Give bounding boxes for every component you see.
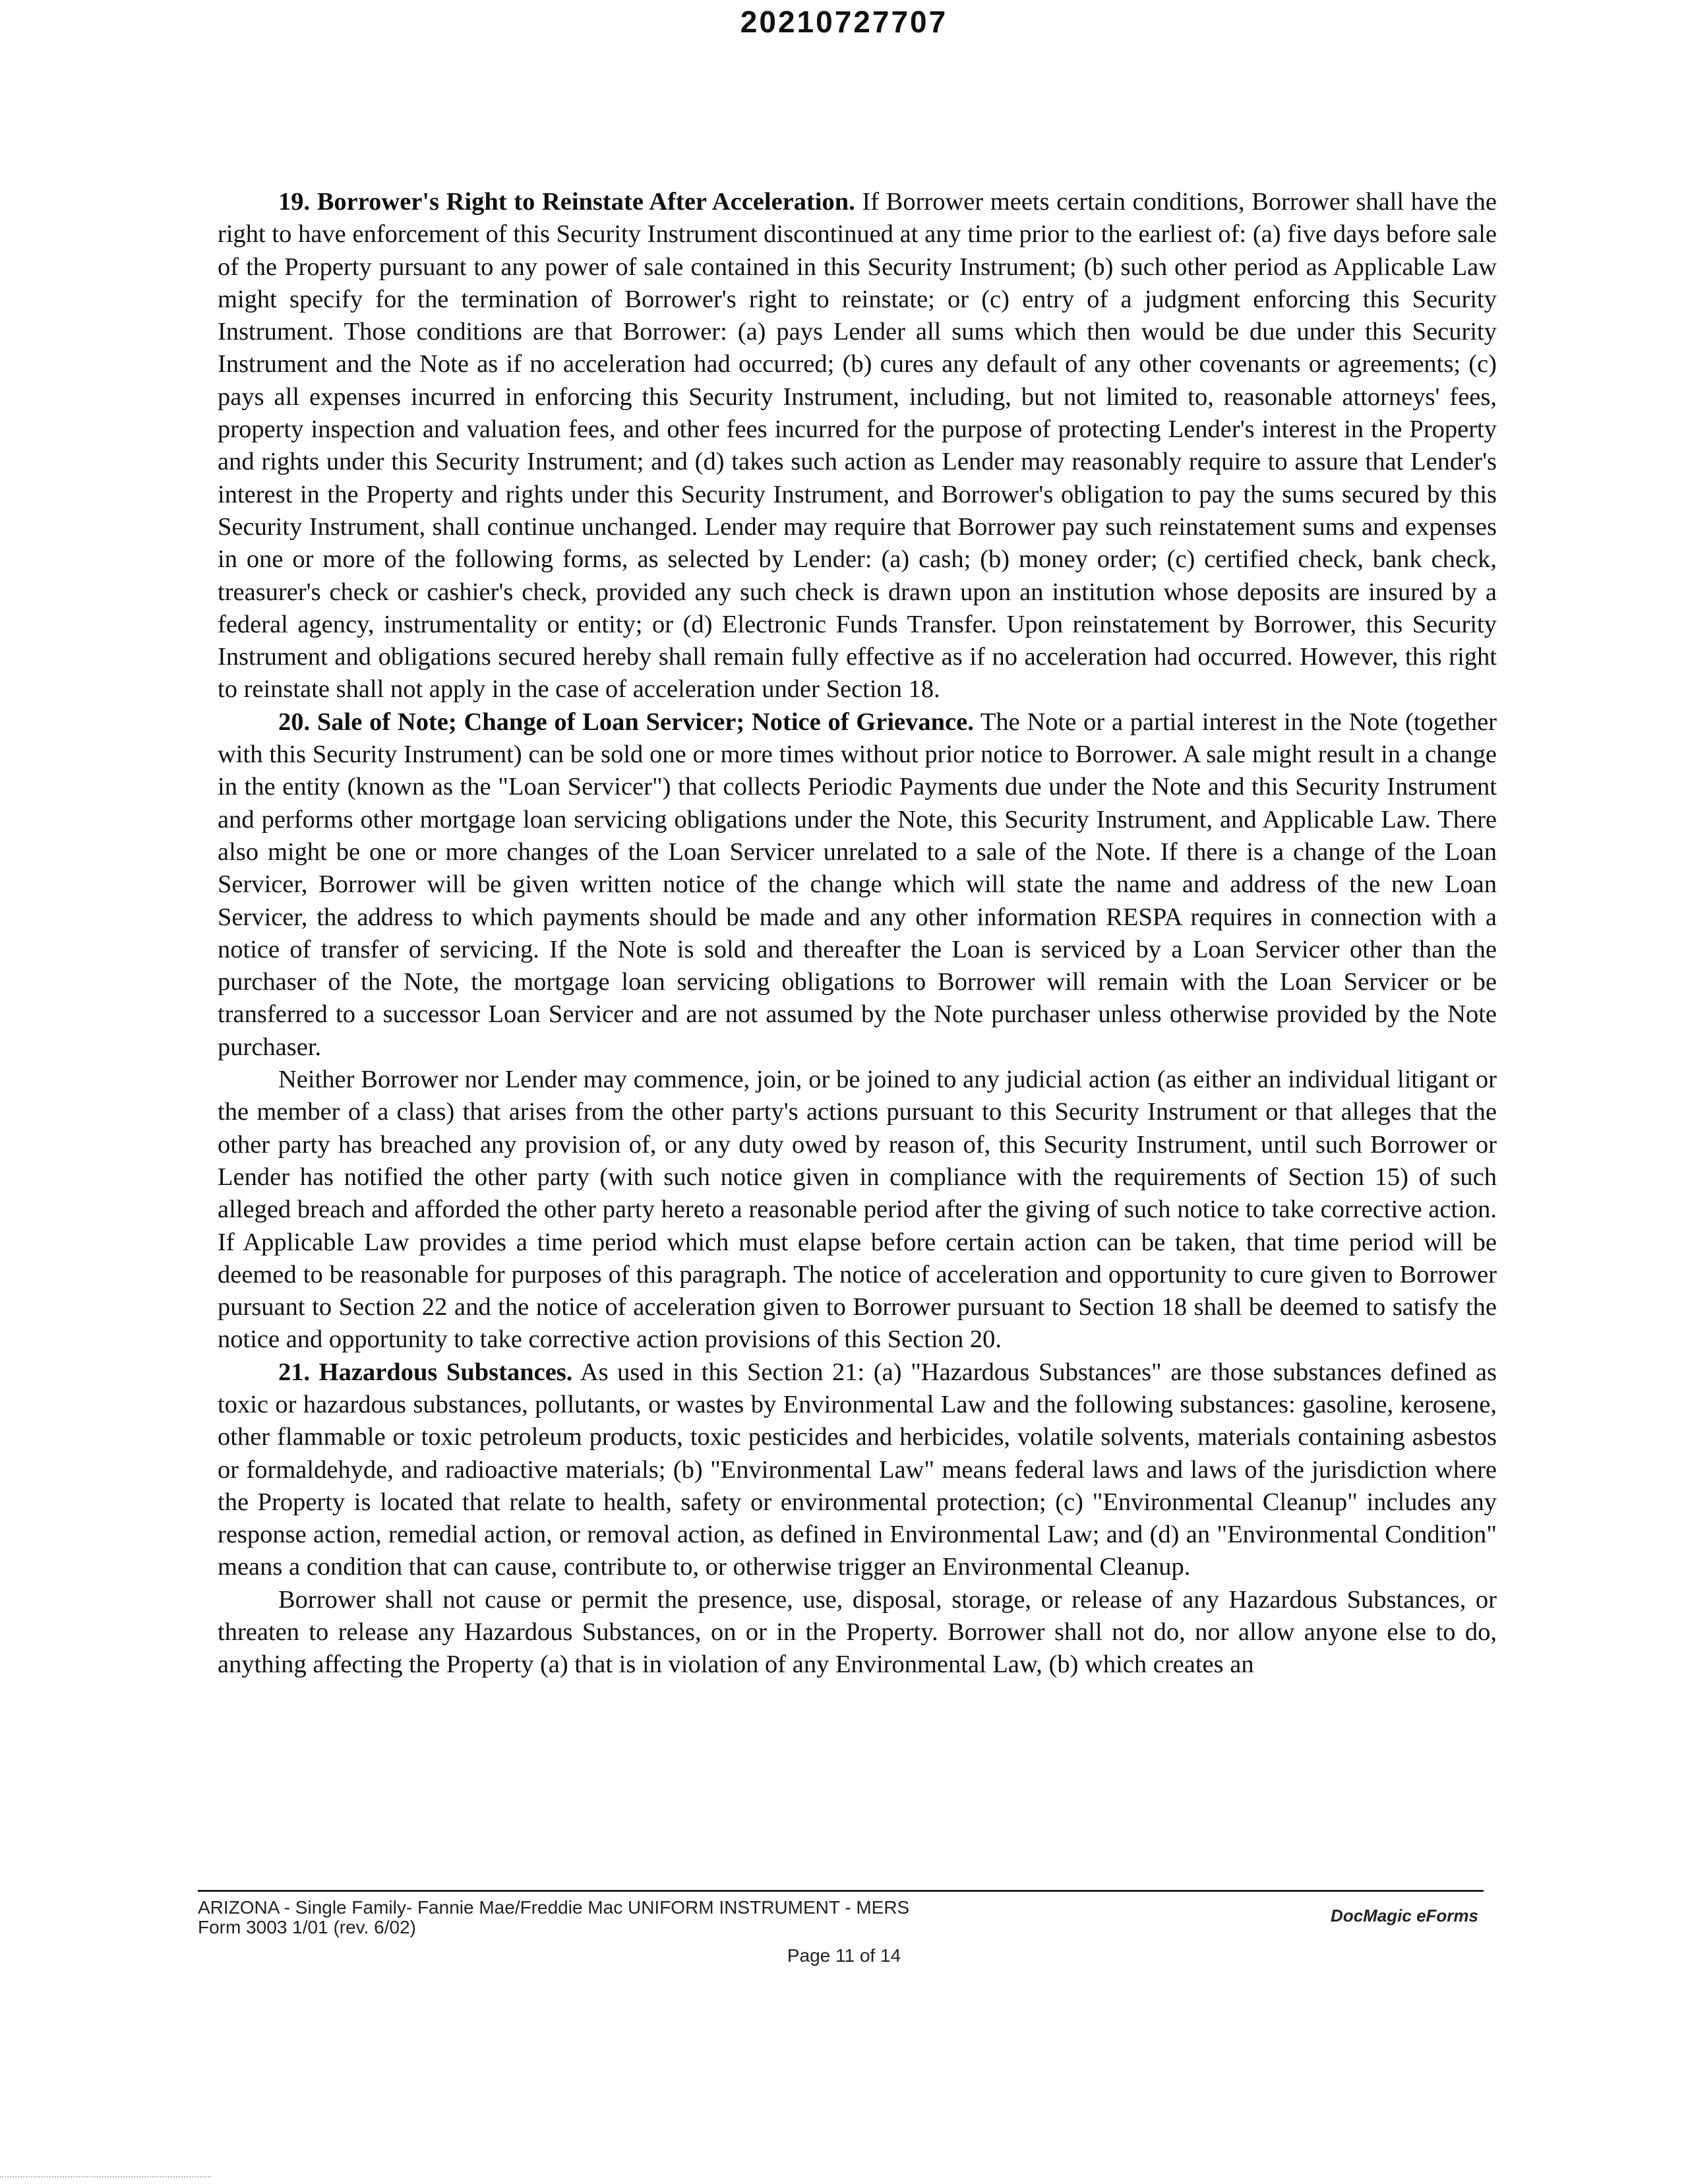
recording-number: 20210727707 — [740, 5, 948, 39]
section-21-paragraph — [218, 1356, 1497, 1584]
section-20-heading: 20. Sale of Note; Change of Loan Servicer; Notice of Grievance. — [278, 708, 974, 736]
section-21-heading: 21. Hazardous Substances. — [278, 1358, 573, 1386]
footer-brand: DocMagic eForms — [1331, 1906, 1478, 1926]
section-19-text: If Borrower meets certain conditions, Borrower shall have the right to have enforcement of this Security Instrument discontinued at any time prior to the earliest of: (a) five days before sale of the Property pursuant to any power of sale contained in this Security Instrument; (b) such other period as Applicable Law might specify for the termination of Borrower's right to reinstate; or (c) entry of a judgment enforcing this Security Instrument. Those conditions are that Borrower: (a) pays Lender all sums which then would be due under this Security Instrument and the Note as if no acceleration had occurred; (b) cures any default of any other covenants or agreements; (c) pays all expenses incurred in enforcing this Security Instrument, including, but not limited to, reasonable attorneys' fees, property inspection and valuation fees, and other fees incurred for the purpose of protecting Lender's interest in the Property and rights under this Security Instrument; and (d) takes such action as Lender may reasonably require to assure that Lender's interest in the Property and rights under this Security Instrument, and Borrower's obligation to pay the sums secured by this Security Instrument, shall continue unchanged. Lender may require that Borrower pay such reinstatement sums and expenses in one or more of the following forms, as selected by Lender: (a) cash; (b) money order; (c) certified check, bank check, treasurer's check or cashier's check, provided any such check is drawn upon an institution whose deposits are insured by a federal agency, instrumentality or entity; or (d) Electronic Funds Transfer. Upon reinstatement by Borrower, this Security Instrument and obligations secured hereby shall remain fully effective as if no acceleration had occurred. However, this right to reinstate shall not apply in the case of acceleration under Section 18. — [218, 188, 1497, 704]
section-19-heading: 19. Borrower's Right to Reinstate After Acceleration. — [278, 188, 855, 216]
page-number: Page 11 of 14 — [787, 1945, 901, 1966]
document-body — [218, 186, 1497, 1682]
footer-line-2: Form 3003 1/01 (rev. 6/02) — [198, 1917, 416, 1937]
section-20-text: The Note or a partial interest in the Note (together with this Security Instrument) can be sold one or more times without prior notice to Borrower. A sale might result in a change in the entity (known as the "Loan Servicer") that collects Periodic Payments due under the Note and this Security Instrument and performs other mortgage loan servicing obligations under the Note, this Security Instrument, and Applicable Law. There also might be one or more changes of the Loan Servicer unrelated to a sale of the Note. If there is a change of the Loan Servicer, Borrower will be given written notice of the change which will state the name and address of the new Loan Servicer, the address to which payments should be made and any other information RESPA requires in connection with a notice of transfer of servicing. If the Note is sold and thereafter the Loan is serviced by a Loan Servicer other than the purchaser of the Note, the mortgage loan servicing obligations to Borrower will remain with the Loan Servicer or be transferred to a successor Loan Servicer and are not assumed by the Note purchaser unless otherwise provided by the Note purchaser. — [218, 708, 1497, 1061]
section-19-paragraph — [218, 186, 1497, 706]
footer-form-info — [198, 1898, 909, 1937]
footer-divider — [198, 1890, 1484, 1892]
footer-line-1: ARIZONA - Single Family- Fannie Mae/Freddie Mac UNIFORM INSTRUMENT - MERS — [198, 1897, 910, 1918]
section-20-paragraph-2: Neither Borrower nor Lender may commence, join, or be joined to any judicial action (as either an individual litigant or the member of a class) that arises from the other party's actions pursuant to this Security Instrument or that alleges that the other party has breached any provision of, or any duty owed by reason of, this Security Instrument, until such Borrower or Lender has notified the other party (with such notice given in compliance with the requirements of Section 15) of such alleged breach and afforded the other party hereto a reasonable period after the giving of such notice to take corrective action. If Applicable Law provides a time period which must elapse before certain action can be taken, that time period will be deemed to be reasonable for purposes of this paragraph. The notice of acceleration and opportunity to cure given to Borrower pursuant to Section 22 and the notice of acceleration given to Borrower pursuant to Section 18 shall be deemed to satisfy the notice and opportunity to take corrective action provisions of this Section 20. — [218, 1066, 1497, 1354]
scan-edge-mark — [0, 2176, 211, 2177]
section-21-text: As used in this Section 21: (a) "Hazardous Substances" are those substances defined as toxic or hazardous substances, pollutants, or wastes by Environmental Law and the following substances: gasoline, kerosene, other flammable or toxic petroleum products, toxic pesticides and herbicides, volatile solvents, materials containing asbestos or formaldehyde, and radioactive materials; (b) "Environmental Law" means federal laws and laws of the jurisdiction where the Property is located that relate to health, safety or environmental protection; (c) "Environmental Cleanup" includes any response action, remedial action, or removal action, as defined in Environmental Law; and (d) an "Environmental Condition" means a condition that can cause, contribute to, or otherwise trigger an Environmental Cleanup. — [218, 1358, 1497, 1581]
section-21-paragraph-2: Borrower shall not cause or permit the presence, use, disposal, storage, or release of any Hazardous Substances, or threaten to release any Hazardous Substances, on or in the Property. Borrower shall not do, nor allow anyone else to do, anything affecting the Property (a) that is in violation of any Environmental Law, (b) which creates an — [218, 1585, 1497, 1679]
section-20-paragraph — [218, 706, 1497, 1064]
